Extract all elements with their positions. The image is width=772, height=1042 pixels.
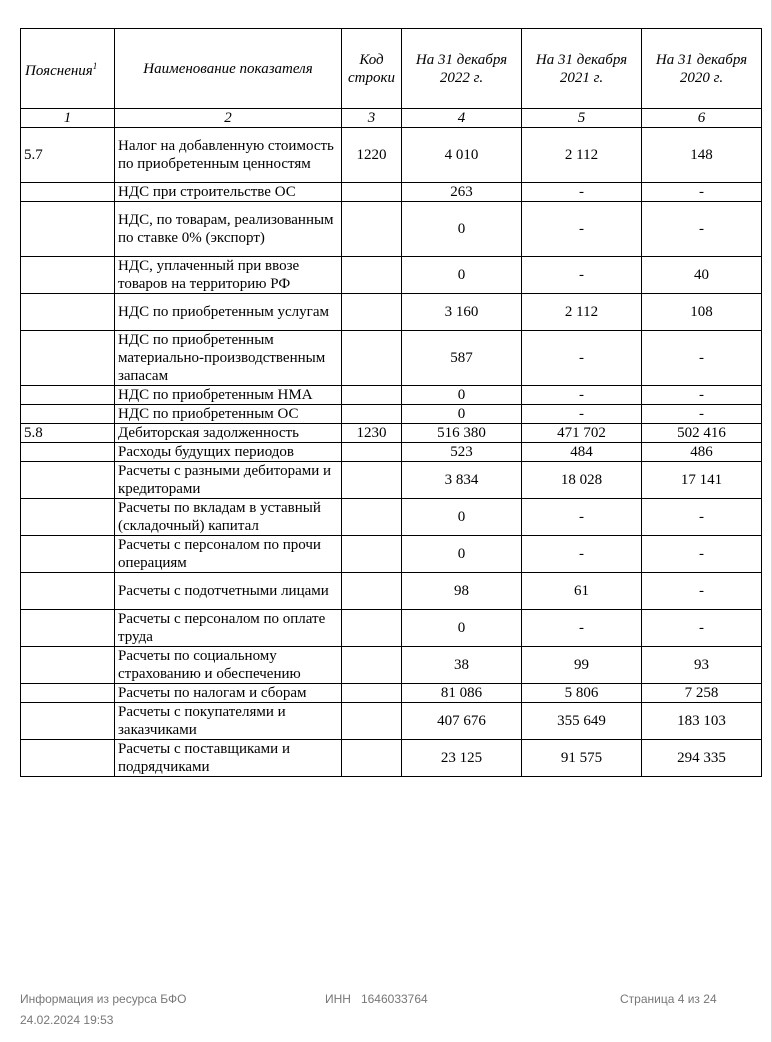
- row-value-2021: 471 702: [522, 424, 642, 443]
- row-code: [342, 405, 402, 424]
- table-row: [21, 740, 762, 777]
- row-name: Расчеты с подотчетными лицами: [115, 573, 342, 610]
- table-body: [21, 128, 762, 777]
- row-value-2022: 0: [402, 536, 522, 573]
- row-note: [21, 202, 115, 257]
- table-row: [21, 462, 762, 499]
- table-row: [21, 443, 762, 462]
- row-note: [21, 573, 115, 610]
- row-code: [342, 573, 402, 610]
- row-name: НДС по приобретенным материально-производственным запасам: [115, 331, 342, 386]
- row-code: [342, 294, 402, 331]
- row-value-2022: 98: [402, 573, 522, 610]
- row-value-2022: 523: [402, 443, 522, 462]
- row-value-2020: -: [642, 331, 762, 386]
- row-value-2021: -: [522, 331, 642, 386]
- row-note: [21, 740, 115, 777]
- row-name: Налог на добавленную стоимость по приобретенным ценностям: [115, 128, 342, 183]
- table-row: [21, 386, 762, 405]
- row-value-2020: 502 416: [642, 424, 762, 443]
- header-row: [21, 29, 762, 109]
- row-value-2022: 0: [402, 386, 522, 405]
- header-2021: На 31 декабря 2021 г.: [522, 29, 642, 109]
- row-code: [342, 703, 402, 740]
- row-code: [342, 499, 402, 536]
- row-value-2020: 40: [642, 257, 762, 294]
- row-name: Расчеты по налогам и сборам: [115, 684, 342, 703]
- row-value-2020: -: [642, 405, 762, 424]
- table-row: [21, 331, 762, 386]
- table-row: [21, 610, 762, 647]
- row-value-2021: 99: [522, 647, 642, 684]
- row-code: [342, 740, 402, 777]
- row-value-2020: 183 103: [642, 703, 762, 740]
- column-index: 6: [642, 109, 762, 128]
- header-notes-footnote: 1: [92, 61, 98, 71]
- row-name: Расчеты с покупателями и заказчиками: [115, 703, 342, 740]
- row-note: [21, 499, 115, 536]
- row-value-2020: 7 258: [642, 684, 762, 703]
- row-value-2020: -: [642, 499, 762, 536]
- row-name: Расчеты по вкладам в уставный (складочный) капитал: [115, 499, 342, 536]
- row-value-2022: 38: [402, 647, 522, 684]
- row-value-2022: 81 086: [402, 684, 522, 703]
- balance-sheet-table: [20, 28, 762, 777]
- table-row: [21, 573, 762, 610]
- row-note: [21, 331, 115, 386]
- row-code: [342, 610, 402, 647]
- table-row: [21, 202, 762, 257]
- row-value-2022: 0: [402, 499, 522, 536]
- row-name: НДС по приобретенным НМА: [115, 386, 342, 405]
- table-row: [21, 183, 762, 202]
- header-indicator-name: Наименование показателя: [115, 29, 342, 109]
- column-index: 1: [21, 109, 115, 128]
- column-index: 4: [402, 109, 522, 128]
- row-value-2021: 2 112: [522, 128, 642, 183]
- row-value-2021: 484: [522, 443, 642, 462]
- row-value-2020: 108: [642, 294, 762, 331]
- row-value-2022: 0: [402, 405, 522, 424]
- row-code: [342, 257, 402, 294]
- row-value-2021: -: [522, 386, 642, 405]
- row-name: НДС при строительстве ОС: [115, 183, 342, 202]
- row-code: [342, 386, 402, 405]
- row-value-2020: 93: [642, 647, 762, 684]
- row-name: Расчеты с персоналом по оплате труда: [115, 610, 342, 647]
- row-value-2022: 407 676: [402, 703, 522, 740]
- row-value-2021: 2 112: [522, 294, 642, 331]
- row-value-2020: -: [642, 183, 762, 202]
- table-row: [21, 405, 762, 424]
- row-value-2022: 4 010: [402, 128, 522, 183]
- row-value-2021: -: [522, 536, 642, 573]
- row-name: Расчеты с разными дебиторами и кредиторами: [115, 462, 342, 499]
- row-value-2021: 355 649: [522, 703, 642, 740]
- row-value-2022: 3 834: [402, 462, 522, 499]
- row-note: [21, 536, 115, 573]
- row-code: 1230: [342, 424, 402, 443]
- row-name: НДС, уплаченный при ввозе товаров на территорию РФ: [115, 257, 342, 294]
- row-note: [21, 443, 115, 462]
- row-note: [21, 462, 115, 499]
- table-row: [21, 257, 762, 294]
- row-note: [21, 386, 115, 405]
- table-row: [21, 536, 762, 573]
- row-value-2020: -: [642, 610, 762, 647]
- row-note: [21, 183, 115, 202]
- row-code: [342, 684, 402, 703]
- row-value-2021: -: [522, 405, 642, 424]
- row-value-2021: -: [522, 499, 642, 536]
- row-name: НДС по приобретенным ОС: [115, 405, 342, 424]
- row-value-2020: 294 335: [642, 740, 762, 777]
- row-value-2021: 5 806: [522, 684, 642, 703]
- table-row: [21, 647, 762, 684]
- row-value-2021: -: [522, 183, 642, 202]
- row-value-2022: 516 380: [402, 424, 522, 443]
- footer-source: Информация из ресурса БФО: [20, 992, 187, 1006]
- row-code: [342, 462, 402, 499]
- row-value-2022: 587: [402, 331, 522, 386]
- row-code: [342, 202, 402, 257]
- row-value-2021: -: [522, 610, 642, 647]
- table-row: [21, 684, 762, 703]
- row-value-2022: 0: [402, 202, 522, 257]
- header-2020: На 31 декабря 2020 г.: [642, 29, 762, 109]
- column-index: 2: [115, 109, 342, 128]
- row-code: [342, 183, 402, 202]
- row-value-2022: 0: [402, 610, 522, 647]
- table-row: [21, 128, 762, 183]
- row-value-2020: -: [642, 536, 762, 573]
- header-2022: На 31 декабря 2022 г.: [402, 29, 522, 109]
- row-value-2021: 91 575: [522, 740, 642, 777]
- row-value-2021: 61: [522, 573, 642, 610]
- table-row: [21, 294, 762, 331]
- row-value-2022: 0: [402, 257, 522, 294]
- header-notes: [21, 29, 115, 109]
- row-value-2022: 3 160: [402, 294, 522, 331]
- row-value-2022: 263: [402, 183, 522, 202]
- row-value-2020: 148: [642, 128, 762, 183]
- row-name: Расчеты с персоналом по прочи операциям: [115, 536, 342, 573]
- row-name: НДС, по товарам, реализованным по ставке 0% (экспорт): [115, 202, 342, 257]
- table-row: [21, 499, 762, 536]
- table-row: [21, 424, 762, 443]
- row-value-2020: -: [642, 573, 762, 610]
- footer-inn: ИНН 1646033764: [325, 992, 428, 1006]
- row-note: [21, 257, 115, 294]
- row-value-2020: -: [642, 202, 762, 257]
- row-value-2020: 17 141: [642, 462, 762, 499]
- row-code: 1220: [342, 128, 402, 183]
- row-note: [21, 703, 115, 740]
- row-name: Расходы будущих периодов: [115, 443, 342, 462]
- header-notes-label: Пояснения: [25, 63, 93, 79]
- row-name: Дебиторская задолженность: [115, 424, 342, 443]
- footer-page-number: Страница 4 из 24: [620, 992, 717, 1006]
- row-value-2020: 486: [642, 443, 762, 462]
- row-value-2021: 18 028: [522, 462, 642, 499]
- row-name: Расчеты по социальному страхованию и обеспечению: [115, 647, 342, 684]
- row-code: [342, 536, 402, 573]
- row-value-2022: 23 125: [402, 740, 522, 777]
- row-note: [21, 610, 115, 647]
- row-code: [342, 331, 402, 386]
- row-note: [21, 647, 115, 684]
- row-code: [342, 443, 402, 462]
- row-note: [21, 405, 115, 424]
- row-name: Расчеты с поставщиками и подрядчиками: [115, 740, 342, 777]
- row-value-2021: -: [522, 257, 642, 294]
- footer-datetime: 24.02.2024 19:53: [20, 1013, 114, 1027]
- row-code: [342, 647, 402, 684]
- table-row: [21, 703, 762, 740]
- row-note: [21, 684, 115, 703]
- row-value-2021: -: [522, 202, 642, 257]
- row-note: 5.8: [21, 424, 115, 443]
- row-name: НДС по приобретенным услугам: [115, 294, 342, 331]
- header-line-code: Код строки: [342, 29, 402, 109]
- column-index-row: [21, 109, 762, 128]
- row-note: [21, 294, 115, 331]
- row-value-2020: -: [642, 386, 762, 405]
- column-index: 5: [522, 109, 642, 128]
- column-index: 3: [342, 109, 402, 128]
- row-note: 5.7: [21, 128, 115, 183]
